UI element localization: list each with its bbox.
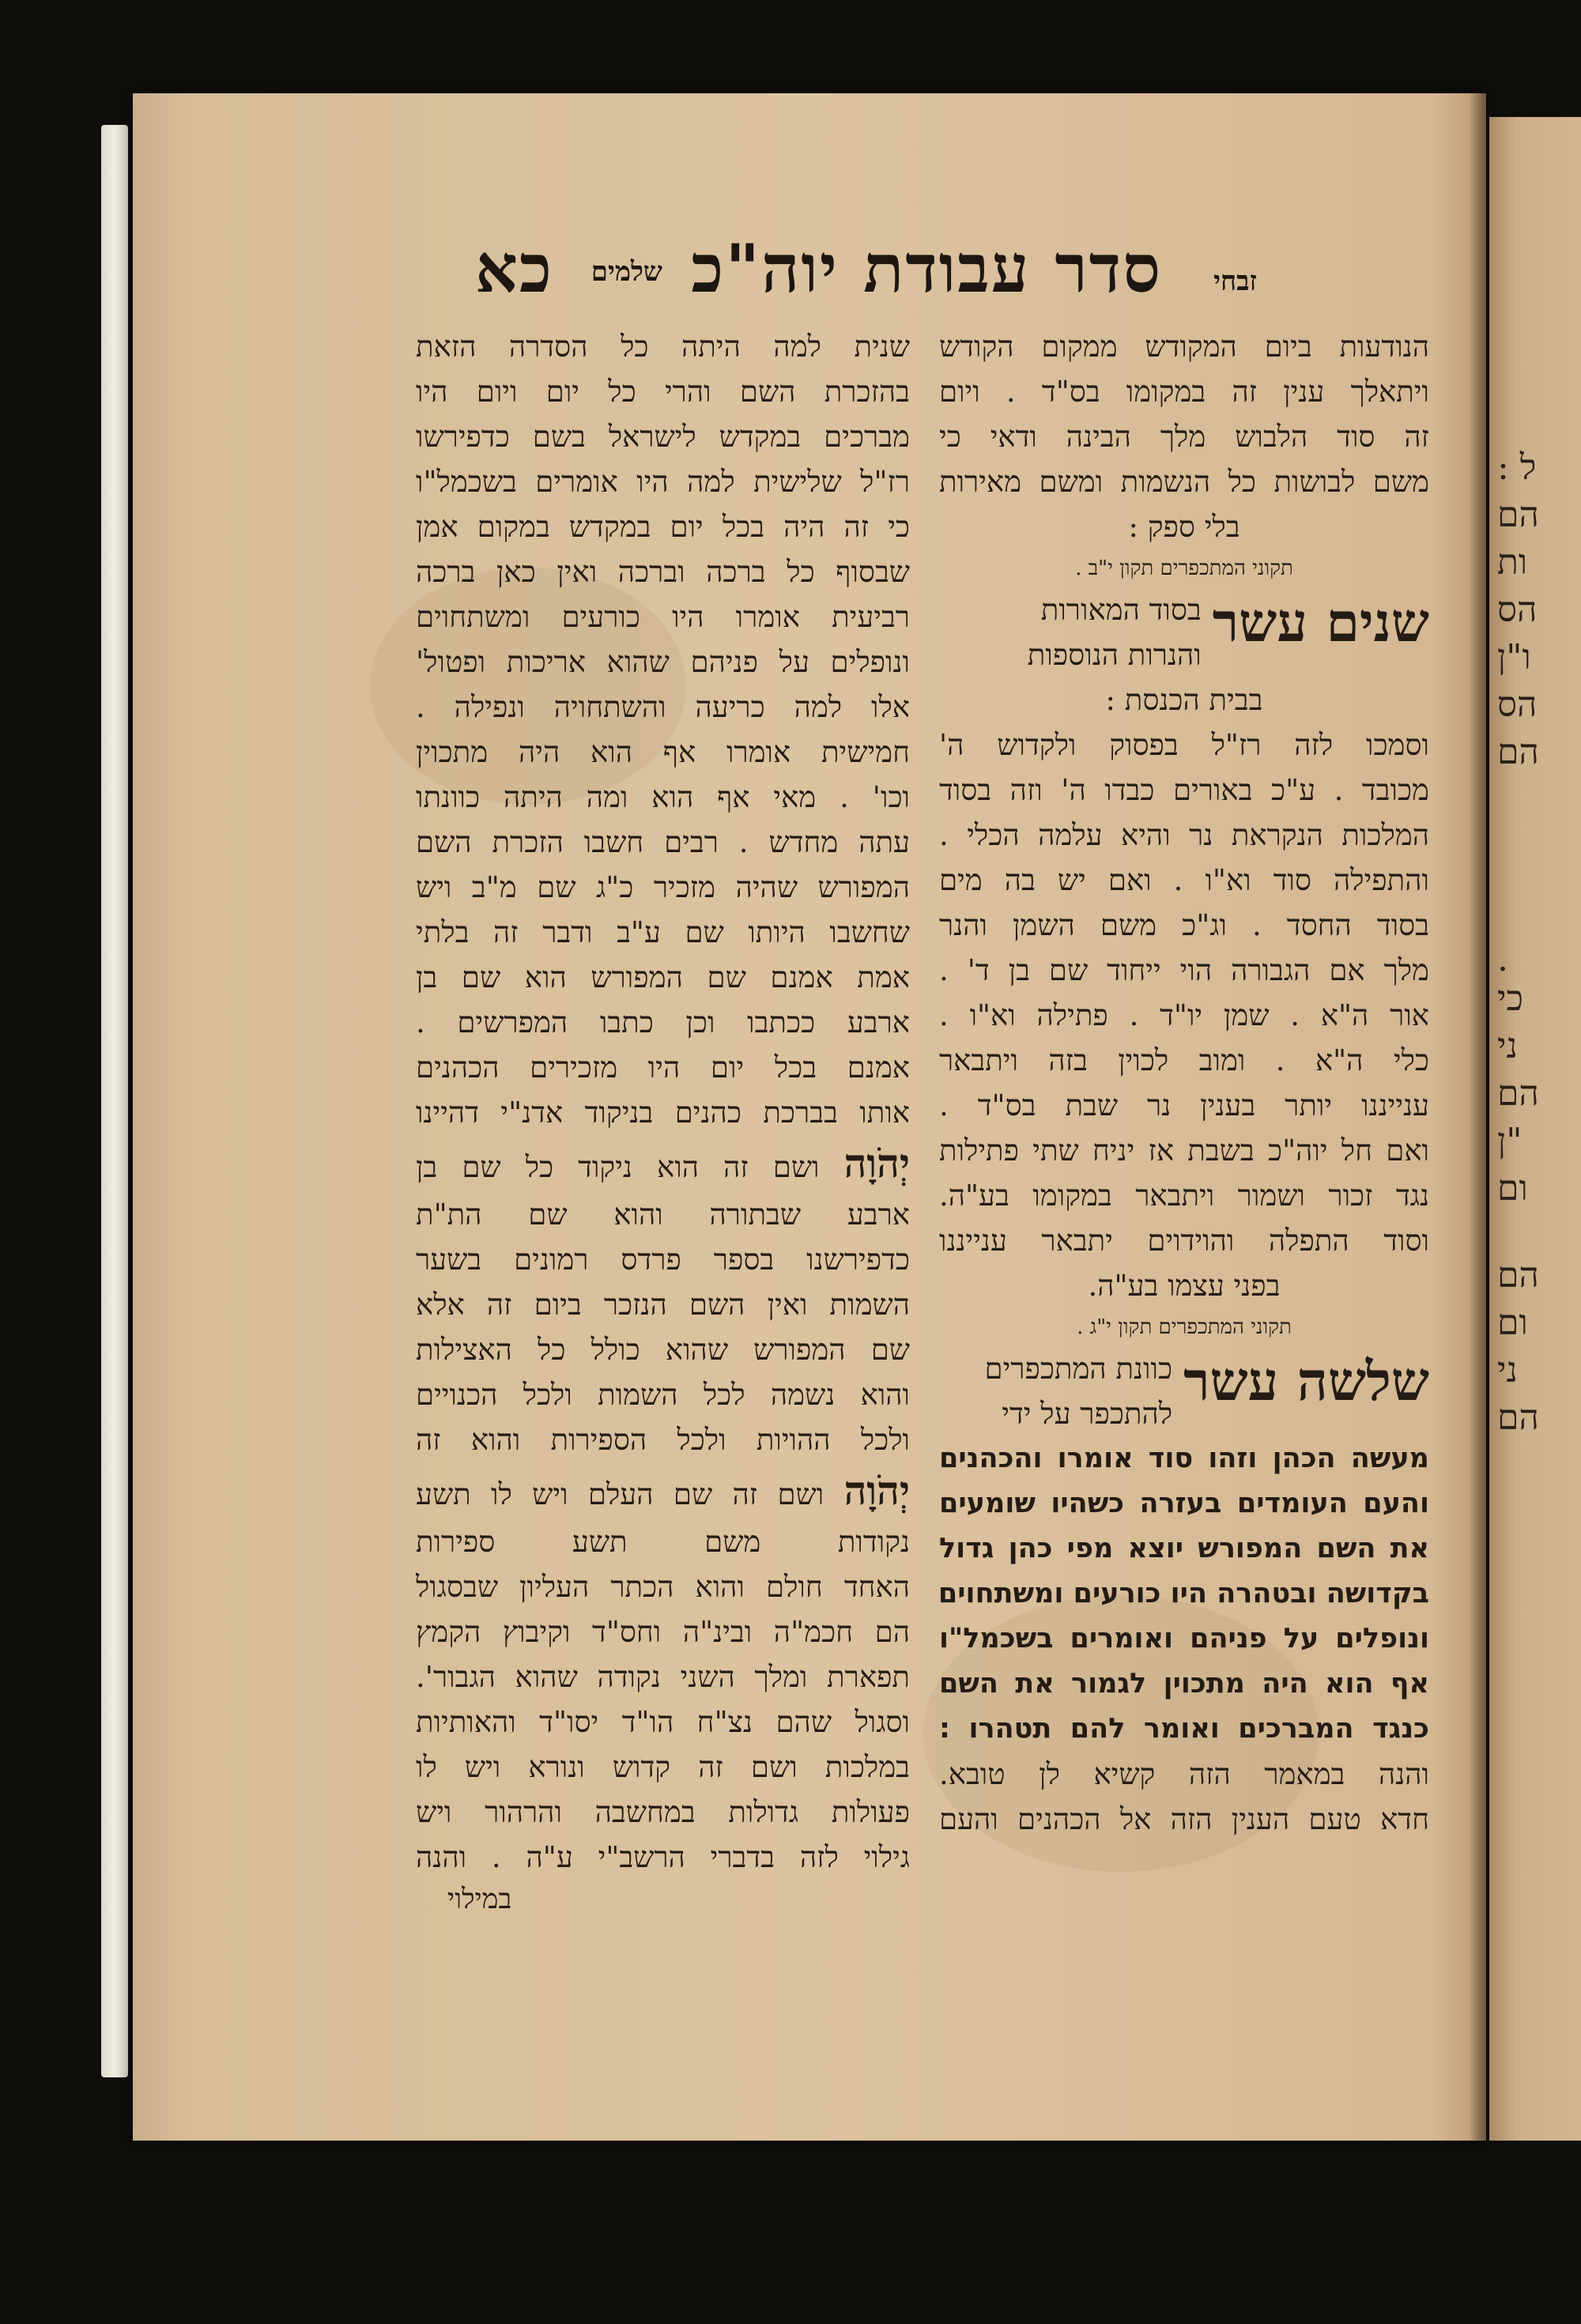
text-line: כדפירשנו בספר פרדס רמונים בשער [416,1243,910,1277]
text-line: המפורש שהיה מזכיר כ"ג שם מ"ב ויש [416,870,910,904]
text-line: אור ה"א . שמן יו"ד . פתילה וא"ו . [939,998,1429,1032]
text-line: ונופלים על פניהם ואומרים בשכמל"ו [939,1623,1429,1654]
catchword: במילוי [447,1884,512,1915]
text-line: וסגול שהם נצ"ח הו"ד יסו"ד והאותיות [416,1705,910,1739]
text-line: הם חכמ"ה ובינ"ה וחס"ד וקיבוץ הקמץ [416,1615,910,1649]
text-line: והנה במאמר הזה קשיא לן טובא. [939,1757,1429,1791]
next-page-line: ני [1497,1026,1518,1066]
text-line: הנודעות ביום המקודש ממקום הקודש [939,330,1429,364]
text-line: ארבע שבתורה והוא שם הת"ת [416,1198,910,1232]
text-line: רז"ל שלישית למה היו אומרים בשכמל"ו [416,465,910,499]
next-page-line: ום [1497,1168,1528,1209]
text-line: כנגד המברכים ואומר להם תטהרו : [939,1713,1429,1745]
text-line: והתפילה סוד וא"ו . ואם יש בה מים [939,863,1429,897]
next-page-line: ום [1497,1303,1528,1343]
text-line: חמישית אומרו אף הוא היה מתכוין [416,735,910,769]
text-line: ולכל ההויות ולכל הספירות והוא זה [416,1423,910,1457]
heading-line: כוונת המתכפרים [984,1352,1173,1386]
text-line: פעולות גדולות במחשבה והרהור ויש [416,1795,910,1829]
next-page-line: ו"ן [1497,637,1531,677]
text-line: זה סוד הלבוש מלך הבינה ודאי כי [939,420,1429,454]
text-line: אמת אמנם שם המפורש הוא שם בן [416,960,910,994]
text-line: ענייננו יותר בענין נר שבת בס"ד . [939,1088,1429,1122]
next-page-line: הם [1497,495,1539,535]
text-line: ונופלים על פניהם שהוא אריכות ופטול' [416,645,910,679]
right-text-column [939,324,1429,1842]
text-line: נקודות משם תשע ספירות [416,1525,910,1559]
section-heading-big: שלשה עשר [1183,1350,1429,1413]
text-line: והעם העומדים בעזרה כשהיו שומעים [939,1488,1429,1519]
text-line: המלכות הנקראת נר והיא עלמה הכלי . [939,818,1429,852]
text-line: שבסוף כל ברכה וברכה ואין כאן ברכה [416,555,910,589]
page-gutter [1469,93,1486,2141]
text-line [416,1462,910,1519]
next-page-line: . [1497,939,1508,979]
text-line: וסמכו לזה רז"ל בפסוק ולקדוש ה' [939,728,1429,762]
next-page-line: הס [1497,590,1538,630]
text-line: עתה מחדש . רבים חשבו הזכרת השם [416,825,910,859]
text-line [416,1135,910,1192]
next-page-fragment [1489,117,1581,2141]
section-note: תקוני המתכפרים תקון י"ג . [1077,1315,1292,1339]
next-page-line: ני [1497,1350,1518,1390]
next-page-line: כי [1497,979,1524,1019]
divine-name: יְהֹוָה [843,1467,910,1514]
text-line: אלו למה כריעה והשתחויה ונפילה . [416,690,910,724]
heading-line: בסוד המאורות [1040,593,1202,627]
heading-line: להתכפר על ידי [1002,1397,1173,1431]
running-header [443,229,1273,324]
text-line: שנית למה היתה כל הסדרה הזאת [416,330,910,364]
text-line: ויתאלך ענין זה במקומו בס"ד . ויום [939,375,1429,409]
next-page-line: הם [1497,1398,1539,1438]
next-page-line: ל : [1497,447,1537,488]
text-line: מכובד . ע"כ באורים כבדו ה' וזה בסוד [939,773,1429,807]
next-page-line: ות [1497,542,1528,583]
header-title: סדר עבודת יוה"כ [691,229,1162,307]
page-number: כא [475,229,553,307]
text-line: תפארת ומלך השני נקודה שהוא הגבור'. [416,1660,910,1694]
text-line: מברכים במקדש לישראל בשם כדפירשו [416,420,910,454]
text-line: ארבע ככתבו וכן כתבו המפרשים . [416,1005,910,1039]
text-line: כי זה היה בכל יום במקדש במקום אמן [416,510,910,544]
header-mid-label: שלמים [591,256,662,288]
section-heading-rest [1028,587,1202,677]
section-heading [939,587,1429,677]
text-line: בלי ספק : [1128,510,1240,544]
text-line: מעשה הכהן וזהו סוד אומרו והכהנים [939,1443,1429,1474]
text-line: אף הוא היה מתכוין לגמור את השם [939,1668,1429,1700]
section-note: תקוני המתכפרים תקון י"ב . [1075,556,1293,580]
text-line: מלך אם הגבורה הוי ייחוד שם בן ד' . [939,953,1429,987]
text-line: השמות ואין השם הנזכר ביום זה אלא [416,1288,910,1322]
text-line: בהזכרת השם והרי כל יום ויום היו [416,375,910,409]
text-line: חדא טעם הענין הזה אל הכהנים והעם [939,1802,1429,1836]
text-line: בקדושה ובטהרה היו כורעים ומשתחוים [938,1578,1429,1609]
heading-line: והנרות הנוספות [1027,638,1202,672]
text-line: כלי ה"א . ומוב לכוין בזה ויתבאר [939,1043,1429,1077]
text-line: בפני עצמו בע"ה. [1088,1269,1281,1303]
next-page-line: הס [1497,685,1538,725]
text-line: משם לבושות כל הנשמות ומשם מאירות [939,465,1429,499]
section-heading-rest [984,1346,1172,1436]
text-line: וסוד התפלה והוידוים יתבאר ענייננו [939,1224,1429,1258]
section-heading-big: שנים עשר [1212,591,1429,655]
book-block-edge [101,125,128,2077]
text-line: שחשבו היותו שם ע"ב ודבר זה בלתי [416,915,910,949]
text-line: וכו' . מאי אף הוא ומה היתה כוונתו [416,780,910,814]
text-line: שם המפורש שהוא כולל כל האצילות [416,1333,910,1367]
text-line: במלכות ושם זה קדוש ונורא ויש לו [416,1750,910,1784]
divine-name: יְהֹוָה [843,1140,910,1187]
text-line: האחד חולם והוא הכתר העליון שבסגול [416,1570,910,1604]
left-text-column [416,324,910,1919]
text-line: אותו בברכת כהנים בניקוד אדנ"י דהיינו [416,1096,910,1130]
text-line: נגד זכור ושמור ויתבאר במקומו בע"ה. [939,1179,1429,1213]
next-page-line: הם [1497,1255,1539,1296]
text-line: ואם חל יוה"כ בשבת אז יניח שתי פתילות [939,1134,1429,1168]
text-line: רביעית אומרו היו כורעים ומשתחוים [416,600,910,634]
text-line: את השם המפורש יוצא מפי כהן גדול [939,1533,1429,1564]
text-fragment: ושם זה שם העלם ויש לו תשע [416,1477,824,1511]
text-line: בבית הכנסת : [1105,683,1263,717]
header-left-label: זבחי [1213,266,1257,297]
next-page-line: הם [1497,1073,1539,1114]
text-line: גילוי לזה בדברי הרשב"י ע"ה . והנה [416,1840,910,1874]
next-page-line: הם [1497,732,1539,772]
section-heading [939,1346,1429,1436]
text-line: אמנם בכל יום היו מזכירים הכהנים [416,1051,910,1085]
next-page-line: "ן [1497,1121,1523,1161]
text-fragment: ושם זה הוא ניקוד כל שם בן [416,1150,820,1184]
text-line: בסוד החסד . וג"כ משם השמן והנר [939,908,1429,942]
text-line: והוא נשמה לכל השמות ולכל הכנויים [416,1378,910,1412]
